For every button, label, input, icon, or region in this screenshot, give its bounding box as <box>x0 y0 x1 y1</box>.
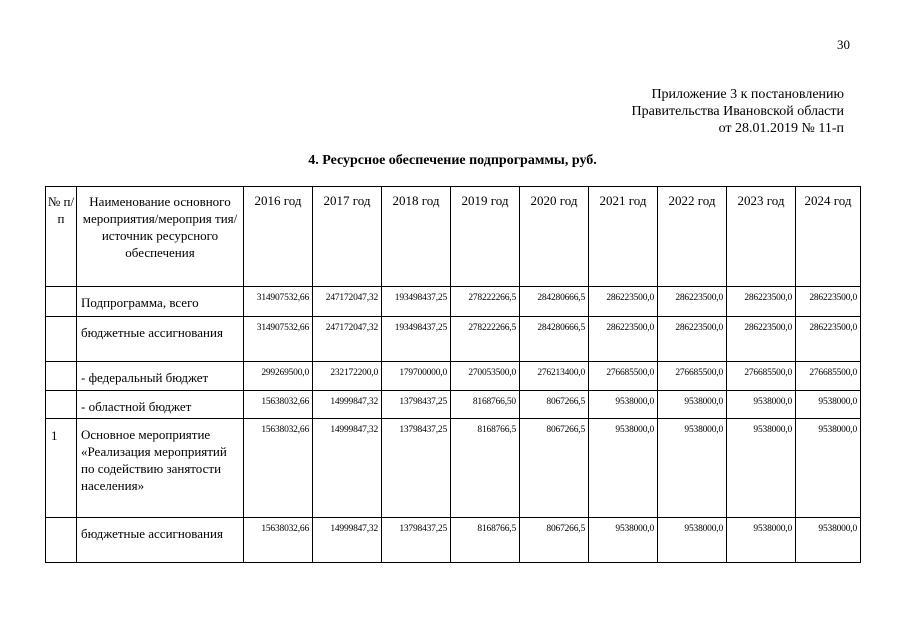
value-cell: 8067266,5 <box>520 419 589 518</box>
table-row <box>46 362 861 391</box>
table-row <box>46 419 861 518</box>
value-cell: 8168766,5 <box>451 518 520 563</box>
table-row <box>46 391 861 419</box>
value-cell: 8168766,50 <box>451 391 520 419</box>
value-cell: 286223500,0 <box>796 287 861 317</box>
page-number: 30 <box>837 37 850 52</box>
header-index: № п/п <box>46 187 77 287</box>
value-cell: 276685500,0 <box>589 362 658 391</box>
value-cell: 193498437,25 <box>382 287 451 317</box>
row-index: 1 <box>46 419 77 518</box>
value-cell: 286223500,0 <box>727 287 796 317</box>
value-cell: 232172200,0 <box>313 362 382 391</box>
value-cell: 314907532,66 <box>244 287 313 317</box>
header-year: 2019 год <box>451 187 520 287</box>
value-cell: 9538000,0 <box>589 419 658 518</box>
value-cell: 8067266,5 <box>520 391 589 419</box>
value-cell: 276213400,0 <box>520 362 589 391</box>
value-cell: 276685500,0 <box>796 362 861 391</box>
value-cell: 286223500,0 <box>658 317 727 362</box>
value-cell: 13798437,25 <box>382 518 451 563</box>
value-cell: 278222266,5 <box>451 317 520 362</box>
table-row <box>46 287 861 317</box>
value-cell: 8168766,5 <box>451 419 520 518</box>
row-name: бюджетные ассигнования <box>77 317 244 362</box>
header-year: 2017 год <box>313 187 382 287</box>
appendix-line-3: от 28.01.2019 № 11-п <box>718 121 844 136</box>
value-cell: 9538000,0 <box>796 518 861 563</box>
value-cell: 8067266,5 <box>520 518 589 563</box>
header-year: 2024 год <box>796 187 861 287</box>
appendix-line-2: Правительства Ивановской области <box>631 104 844 119</box>
value-cell: 9538000,0 <box>727 391 796 419</box>
value-cell: 179700000,0 <box>382 362 451 391</box>
value-cell: 13798437,25 <box>382 419 451 518</box>
row-index <box>46 362 77 391</box>
document-title: 4. Ресурсное обеспечение подпрограммы, руб. <box>308 153 597 168</box>
value-cell: 14999847,32 <box>313 518 382 563</box>
value-cell: 9538000,0 <box>589 518 658 563</box>
value-cell: 284280666,5 <box>520 287 589 317</box>
value-cell: 276685500,0 <box>727 362 796 391</box>
appendix-line-1: Приложение 3 к постановлению <box>651 87 844 102</box>
value-cell: 314907532,66 <box>244 317 313 362</box>
value-cell: 9538000,0 <box>796 391 861 419</box>
value-cell: 247172047,32 <box>313 317 382 362</box>
value-cell: 14999847,32 <box>313 391 382 419</box>
row-name: - областной бюджет <box>77 391 244 419</box>
row-name: бюджетные ассигнования <box>77 518 244 563</box>
value-cell: 247172047,32 <box>313 287 382 317</box>
row-name: Подпрограмма, всего <box>77 287 244 317</box>
row-index <box>46 518 77 563</box>
value-cell: 286223500,0 <box>796 317 861 362</box>
value-cell: 286223500,0 <box>658 287 727 317</box>
header-year: 2016 год <box>244 187 313 287</box>
table-header-row <box>46 187 861 287</box>
value-cell: 15638032,66 <box>244 391 313 419</box>
header-name: Наименование основного мероприятия/мероприя тия/источник ресурсного обеспечения <box>77 187 244 287</box>
value-cell: 278222266,5 <box>451 287 520 317</box>
value-cell: 9538000,0 <box>658 518 727 563</box>
value-cell: 193498437,25 <box>382 317 451 362</box>
header-year: 2023 год <box>727 187 796 287</box>
value-cell: 299269500,0 <box>244 362 313 391</box>
row-name: Основное мероприятие «Реализация мероприятий по содействию занятости населения» <box>77 419 244 518</box>
value-cell: 286223500,0 <box>727 317 796 362</box>
value-cell: 9538000,0 <box>727 419 796 518</box>
header-year: 2022 год <box>658 187 727 287</box>
value-cell: 13798437,25 <box>382 391 451 419</box>
table-row <box>46 317 861 362</box>
row-name: - федеральный бюджет <box>77 362 244 391</box>
header-year: 2021 год <box>589 187 658 287</box>
row-index <box>46 287 77 317</box>
value-cell: 270053500,0 <box>451 362 520 391</box>
value-cell: 9538000,0 <box>589 391 658 419</box>
value-cell: 15638032,66 <box>244 419 313 518</box>
table-row <box>46 518 861 563</box>
appendix-header <box>632 86 844 137</box>
row-index <box>46 391 77 419</box>
value-cell: 9538000,0 <box>658 391 727 419</box>
value-cell: 9538000,0 <box>796 419 861 518</box>
value-cell: 9538000,0 <box>658 419 727 518</box>
value-cell: 286223500,0 <box>589 287 658 317</box>
value-cell: 15638032,66 <box>244 518 313 563</box>
value-cell: 14999847,32 <box>313 419 382 518</box>
value-cell: 9538000,0 <box>727 518 796 563</box>
value-cell: 286223500,0 <box>589 317 658 362</box>
value-cell: 276685500,0 <box>658 362 727 391</box>
resource-table <box>45 186 861 563</box>
row-index <box>46 317 77 362</box>
header-year: 2020 год <box>520 187 589 287</box>
value-cell: 284280666,5 <box>520 317 589 362</box>
header-year: 2018 год <box>382 187 451 287</box>
